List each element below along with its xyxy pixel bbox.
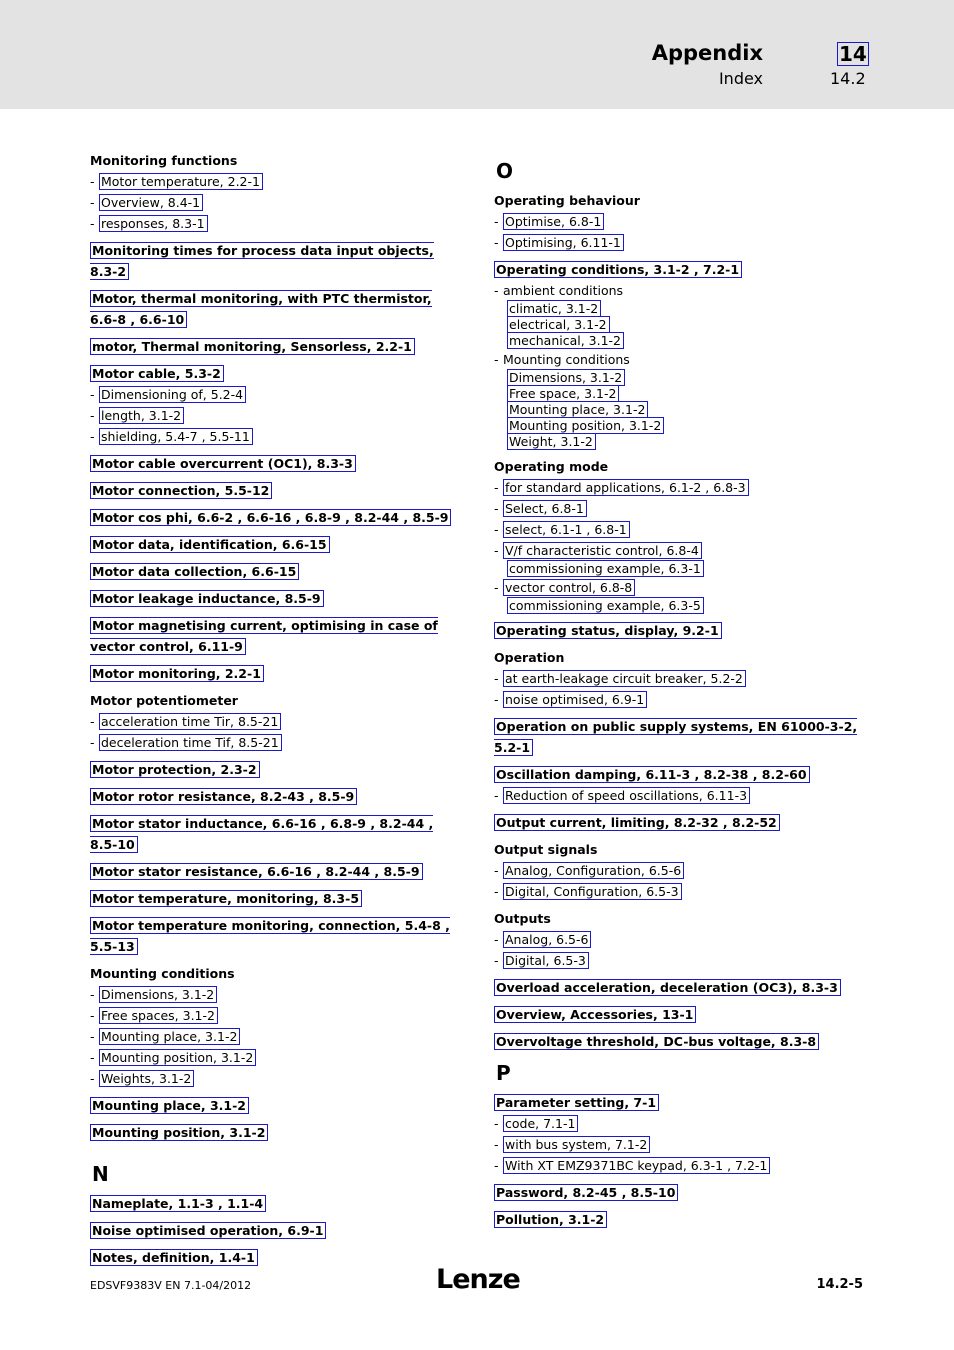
index-subentry xyxy=(494,881,866,902)
bullet-dash: - xyxy=(90,987,95,1002)
index-keyword-link[interactable]: Motor protection, 2.3-2 xyxy=(90,761,260,778)
index-keyword xyxy=(90,1247,462,1268)
index-entry xyxy=(494,456,866,614)
bullet-dash: - xyxy=(494,501,499,516)
index-subentry xyxy=(90,1068,462,1089)
index-subentry-link[interactable]: for standard applications, 6.1-2 , 6.8-3 xyxy=(503,479,749,496)
index-entry xyxy=(90,336,462,357)
bullet-dash: - xyxy=(90,714,95,729)
index-subgroup xyxy=(494,280,866,301)
index-keyword xyxy=(90,615,462,657)
bullet-dash: - xyxy=(90,1008,95,1023)
index-entry xyxy=(90,507,462,528)
index-keyword xyxy=(494,1092,866,1113)
index-keyword xyxy=(90,507,462,528)
index-subgroup xyxy=(494,349,866,370)
index-letter: O xyxy=(496,159,514,183)
index-keyword-link[interactable]: Motor rotor resistance, 8.2-43 , 8.5-9 xyxy=(90,788,357,805)
index-keyword xyxy=(494,764,866,785)
page-header xyxy=(0,0,954,109)
index-keyword: Operation xyxy=(494,650,565,665)
index-entry xyxy=(494,839,866,902)
index-subsubentry-link[interactable]: electrical, 3.1-2 xyxy=(507,316,610,333)
index-subentry xyxy=(494,860,866,881)
index-entry xyxy=(90,363,462,447)
index-subentry xyxy=(494,1134,866,1155)
index-column-right xyxy=(494,150,866,1236)
index-subsubentry-link[interactable]: climatic, 3.1-2 xyxy=(507,300,601,317)
index-subentry-link[interactable]: acceleration time Tir, 8.5-21 xyxy=(99,713,281,730)
index-keyword-link[interactable]: Motor temperature monitoring, connection, 5.4-8 , 5.5-13 xyxy=(90,918,450,954)
bullet-dash: - xyxy=(90,735,95,750)
index-subentry xyxy=(90,984,462,1005)
bullet-dash: - xyxy=(494,953,499,968)
index-entry xyxy=(494,1031,866,1052)
index-subsubentry-link[interactable]: Mounting place, 3.1-2 xyxy=(507,401,648,418)
index-keyword xyxy=(90,861,462,882)
index-subentry xyxy=(494,929,866,950)
index-entry xyxy=(90,534,462,555)
index-entry xyxy=(494,716,866,758)
bullet-dash: - xyxy=(494,932,499,947)
index-subentry-link[interactable]: code, 7.1-1 xyxy=(503,1115,578,1132)
bullet-dash: - xyxy=(494,1158,499,1173)
index-entry xyxy=(90,1193,462,1214)
index-entry xyxy=(494,1004,866,1025)
index-subentry xyxy=(494,1155,866,1176)
index-keyword xyxy=(90,240,462,282)
index-entry xyxy=(494,1209,866,1230)
bullet-dash: - xyxy=(494,214,499,229)
index-keyword xyxy=(90,813,462,855)
index-entry xyxy=(90,759,462,780)
index-subentry-link[interactable]: length, 3.1-2 xyxy=(99,407,184,424)
index-entry xyxy=(90,1095,462,1116)
index-subentry-link[interactable]: select, 6.1-1 , 6.8-1 xyxy=(503,521,630,538)
index-subentry xyxy=(494,689,866,710)
index-subentry xyxy=(90,426,462,447)
bullet-dash: - xyxy=(494,884,499,899)
index-subentry xyxy=(90,1026,462,1047)
index-subsubentry xyxy=(494,402,866,418)
bullet-dash: - xyxy=(90,408,95,423)
index-subentry-link[interactable]: Digital, 6.5-3 xyxy=(503,952,589,969)
index-entry xyxy=(90,588,462,609)
index-keyword xyxy=(90,1095,462,1116)
bullet-dash: - xyxy=(494,283,499,298)
index-subentry xyxy=(90,171,462,192)
bullet-dash: - xyxy=(494,543,499,558)
index-subsubentry xyxy=(494,434,866,450)
index-subentry xyxy=(494,498,866,519)
index-keyword-link[interactable]: Nameplate, 1.1-3 , 1.1-4 xyxy=(90,1195,266,1212)
index-subgroup-label[interactable]: V/f characteristic control, 6.8-4 xyxy=(503,542,702,559)
index-keyword xyxy=(90,453,462,474)
index-keyword xyxy=(90,915,462,957)
index-entry xyxy=(90,561,462,582)
index-keyword xyxy=(494,812,866,833)
index-subentry-link[interactable]: noise optimised, 6.9-1 xyxy=(503,691,647,708)
index-entry xyxy=(90,861,462,882)
index-subentry-link[interactable]: Free spaces, 3.1-2 xyxy=(99,1007,218,1024)
bullet-dash: - xyxy=(494,352,499,367)
index-keyword xyxy=(494,1209,866,1230)
bullet-dash: - xyxy=(90,1071,95,1086)
index-column-left xyxy=(90,150,462,1274)
bullet-dash: - xyxy=(90,1050,95,1065)
index-subentry-link[interactable]: Dimensions, 3.1-2 xyxy=(99,986,217,1003)
index-entry xyxy=(90,615,462,657)
index-keyword xyxy=(494,977,866,998)
index-entry xyxy=(494,908,866,971)
index-subentry xyxy=(90,732,462,753)
index-entry xyxy=(90,288,462,330)
index-subsubentry xyxy=(494,598,866,614)
index-subentry-link[interactable]: Optimising, 6.11-1 xyxy=(503,234,624,251)
bullet-dash: - xyxy=(494,1116,499,1131)
document-id: EDSVF9383V EN 7.1-04/2012 xyxy=(90,1279,252,1292)
index-subsubentry-link[interactable]: Dimensions, 3.1-2 xyxy=(507,369,625,386)
index-entry xyxy=(90,150,462,234)
index-entry xyxy=(90,480,462,501)
index-keyword-link[interactable]: Monitoring times for process data input objects, 8.3-2 xyxy=(90,243,434,279)
index-keyword-link[interactable]: motor, Thermal monitoring, Sensorless, 2.2-1 xyxy=(90,338,415,355)
index-keyword xyxy=(90,534,462,555)
index-subsubentry-link[interactable]: Weight, 3.1-2 xyxy=(507,433,596,450)
index-keyword xyxy=(90,288,462,330)
index-keyword: Outputs xyxy=(494,911,551,926)
index-keyword xyxy=(494,1031,866,1052)
index-subentry-link[interactable]: Analog, 6.5-6 xyxy=(503,931,591,948)
index-keyword xyxy=(494,1182,866,1203)
bullet-dash: - xyxy=(494,1137,499,1152)
index-subentry xyxy=(90,711,462,732)
index-entry xyxy=(90,813,462,855)
index-subentry xyxy=(494,477,866,498)
bullet-dash: - xyxy=(494,863,499,878)
index-keyword-link[interactable]: Parameter setting, 7-1 xyxy=(494,1094,659,1111)
bullet-dash: - xyxy=(494,692,499,707)
index-keyword xyxy=(494,259,866,280)
index-entry xyxy=(494,1092,866,1176)
index-keyword: Operating mode xyxy=(494,459,609,474)
index-keyword-link[interactable]: Motor, thermal monitoring, with PTC thermistor, 6.6-8 , 6.6-10 xyxy=(90,291,432,327)
index-keyword-link[interactable]: Motor connection, 5.5-12 xyxy=(90,482,272,499)
index-subentry-link[interactable]: Digital, Configuration, 6.5-3 xyxy=(503,883,682,900)
index-keyword-link[interactable]: Motor stator inductance, 6.6-16 , 6.8-9 , 8.2-44 , 8.5-10 xyxy=(90,816,434,852)
bullet-dash: - xyxy=(90,195,95,210)
index-subentry-link[interactable]: at earth-leakage circuit breaker, 5.2-2 xyxy=(503,670,746,687)
index-entry xyxy=(494,977,866,998)
bullet-dash: - xyxy=(494,580,499,595)
index-subsubentry-link[interactable]: Free space, 3.1-2 xyxy=(507,385,619,402)
index-keyword-link[interactable]: Noise optimised operation, 6.9-1 xyxy=(90,1222,326,1239)
index-keyword xyxy=(494,716,866,758)
index-subsubentry-link[interactable]: commissioning example, 6.3-1 xyxy=(507,560,704,577)
index-entry xyxy=(494,620,866,641)
index-keyword-link[interactable]: Overvoltage threshold, DC-bus voltage, 8.3-8 xyxy=(494,1033,819,1050)
index-keyword-link[interactable]: Operating conditions, 3.1-2 , 7.2-1 xyxy=(494,261,742,278)
index-keyword-link[interactable]: Operating status, display, 9.2-1 xyxy=(494,622,722,639)
index-keyword xyxy=(90,588,462,609)
index-subsubentry-link[interactable]: mechanical, 3.1-2 xyxy=(507,332,624,349)
index-keyword xyxy=(90,663,462,684)
index-letter: P xyxy=(496,1061,511,1085)
index-entry xyxy=(90,1247,462,1268)
index-keyword-link[interactable]: Operation on public supply systems, EN 61000-3-2, 5.2-1 xyxy=(494,719,858,755)
index-entry xyxy=(494,1182,866,1203)
index-keyword-link[interactable]: Oscillation damping, 6.11-3 , 8.2-38 , 8.2-60 xyxy=(494,766,810,783)
index-entry xyxy=(494,259,866,450)
index-subentry xyxy=(494,519,866,540)
index-keyword xyxy=(90,1193,462,1214)
bullet-dash: - xyxy=(494,522,499,537)
index-keyword-link[interactable]: Output current, limiting, 8.2-32 , 8.2-52 xyxy=(494,814,780,831)
index-keyword-link[interactable]: Motor monitoring, 2.2-1 xyxy=(90,665,264,682)
index-keyword-link[interactable]: Mounting position, 3.1-2 xyxy=(90,1124,268,1141)
header-title: Appendix xyxy=(651,41,763,65)
index-keyword: Operating behaviour xyxy=(494,193,640,208)
index-subsubentry xyxy=(494,333,866,349)
index-keyword-link[interactable]: Motor leakage inductance, 8.5-9 xyxy=(90,590,324,607)
index-subentry-link[interactable]: Dimensioning of, 5.2-4 xyxy=(99,386,246,403)
index-entry xyxy=(494,190,866,253)
index-entry xyxy=(90,690,462,753)
index-keyword xyxy=(90,363,462,384)
index-entry xyxy=(90,1220,462,1241)
index-subentry xyxy=(494,785,866,806)
index-entry xyxy=(90,663,462,684)
index-subentry xyxy=(90,384,462,405)
index-keyword: Monitoring functions xyxy=(90,153,238,168)
index-entry xyxy=(90,888,462,909)
index-keyword xyxy=(90,336,462,357)
index-entry xyxy=(90,786,462,807)
index-keyword: Output signals xyxy=(494,842,598,857)
index-subsubentry xyxy=(494,418,866,434)
index-subentry-link[interactable]: Overview, 8.4-1 xyxy=(99,194,203,211)
index-subentry xyxy=(90,1047,462,1068)
index-subentry xyxy=(90,405,462,426)
index-entry xyxy=(494,812,866,833)
index-subgroup-label: ambient conditions xyxy=(503,283,624,298)
index-subgroup xyxy=(494,577,866,598)
index-keyword-link[interactable]: Overview, Accessories, 13-1 xyxy=(494,1006,696,1023)
bullet-dash: - xyxy=(90,174,95,189)
index-keyword-link[interactable]: Overload acceleration, deceleration (OC3), 8.3-3 xyxy=(494,979,841,996)
index-keyword xyxy=(90,480,462,501)
index-keyword xyxy=(90,561,462,582)
index-subentry xyxy=(90,192,462,213)
index-subentry-link[interactable]: Select, 6.8-1 xyxy=(503,500,587,517)
index-subsubentry xyxy=(494,301,866,317)
index-keyword xyxy=(494,1004,866,1025)
index-keyword-link[interactable]: Motor stator resistance, 6.6-16 , 8.2-44 , 8.5-9 xyxy=(90,863,423,880)
bullet-dash: - xyxy=(494,788,499,803)
chapter-number[interactable]: 14 xyxy=(839,42,867,66)
index-subentry-link[interactable]: Motor temperature, 2.2-1 xyxy=(99,173,263,190)
index-subentry-link[interactable]: Analog, Configuration, 6.5-6 xyxy=(503,862,684,879)
index-keyword xyxy=(90,759,462,780)
index-keyword-link[interactable]: Notes, definition, 1.4-1 xyxy=(90,1249,258,1266)
index-subgroup xyxy=(494,540,866,561)
bullet-dash: - xyxy=(90,1029,95,1044)
index-keyword-link[interactable]: Pollution, 3.1-2 xyxy=(494,1211,607,1228)
index-subentry-link[interactable]: Reduction of speed oscillations, 6.11-3 xyxy=(503,787,750,804)
index-subsubentry xyxy=(494,317,866,333)
index-keyword: Motor potentiometer xyxy=(90,693,238,708)
lenze-logo: Lenze xyxy=(436,1264,520,1295)
header-subtitle: Index xyxy=(718,69,763,88)
index-keyword xyxy=(90,786,462,807)
bullet-dash: - xyxy=(494,671,499,686)
bullet-dash: - xyxy=(90,429,95,444)
index-subentry-link[interactable]: responses, 8.3-1 xyxy=(99,215,208,232)
index-subsubentry xyxy=(494,561,866,577)
index-subentry-link[interactable]: deceleration time Tif, 8.5-21 xyxy=(99,734,282,751)
index-entry xyxy=(90,915,462,957)
index-subentry xyxy=(494,950,866,971)
bullet-dash: - xyxy=(90,216,95,231)
index-subentry xyxy=(90,213,462,234)
index-keyword-link[interactable]: Motor cos phi, 6.6-2 , 6.6-16 , 6.8-9 , 8.2-44 , 8.5-9 xyxy=(90,509,451,526)
bullet-dash: - xyxy=(494,480,499,495)
index-subentry-link[interactable]: Weights, 3.1-2 xyxy=(99,1070,194,1087)
page-number: 14.2-5 xyxy=(816,1277,863,1292)
index-keyword: Mounting conditions xyxy=(90,966,235,981)
index-keyword-link[interactable]: Motor data collection, 6.6-15 xyxy=(90,563,299,580)
index-subentry-link[interactable]: With XT EMZ9371BC keypad, 6.3-1 , 7.2-1 xyxy=(503,1157,770,1174)
index-keyword-link[interactable]: Mounting place, 3.1-2 xyxy=(90,1097,249,1114)
index-subentry xyxy=(494,211,866,232)
index-keyword-link[interactable]: Password, 8.2-45 , 8.5-10 xyxy=(494,1184,678,1201)
index-keyword-link[interactable]: Motor magnetising current, optimising in case of vector control, 6.11-9 xyxy=(90,618,438,654)
index-subentry-link[interactable]: Mounting place, 3.1-2 xyxy=(99,1028,240,1045)
index-entry xyxy=(90,453,462,474)
index-subentry-link[interactable]: Optimise, 6.8-1 xyxy=(503,213,604,230)
index-keyword xyxy=(90,1122,462,1143)
index-subsubentry-link[interactable]: commissioning example, 6.3-5 xyxy=(507,597,704,614)
index-entry xyxy=(90,963,462,1089)
index-subsubentry xyxy=(494,370,866,386)
index-entry xyxy=(494,764,866,806)
index-entry xyxy=(90,1122,462,1143)
index-keyword-link[interactable]: Motor cable overcurrent (OC1), 8.3-3 xyxy=(90,455,356,472)
index-entry xyxy=(494,647,866,710)
index-subgroup-label[interactable]: vector control, 6.8-8 xyxy=(503,579,635,596)
index-subentry-link[interactable]: with bus system, 7.1-2 xyxy=(503,1136,650,1153)
index-keyword xyxy=(90,1220,462,1241)
bullet-dash: - xyxy=(90,387,95,402)
index-subsubentry xyxy=(494,386,866,402)
index-keyword xyxy=(494,620,866,641)
index-keyword-link[interactable]: Motor data, identification, 6.6-15 xyxy=(90,536,330,553)
index-subgroup-label: Mounting conditions xyxy=(503,352,630,367)
index-subentry-link[interactable]: shielding, 5.4-7 , 5.5-11 xyxy=(99,428,253,445)
section-number: 14.2 xyxy=(830,69,866,88)
index-subentry-link[interactable]: Mounting position, 3.1-2 xyxy=(99,1049,256,1066)
index-subentry xyxy=(494,668,866,689)
index-keyword-link[interactable]: Motor cable, 5.3-2 xyxy=(90,365,224,382)
index-entry xyxy=(90,240,462,282)
index-subsubentry-link[interactable]: Mounting position, 3.1-2 xyxy=(507,417,664,434)
index-letter: N xyxy=(92,1162,109,1186)
index-subentry xyxy=(494,1113,866,1134)
index-subentry xyxy=(90,1005,462,1026)
index-keyword xyxy=(90,888,462,909)
index-subentry xyxy=(494,232,866,253)
bullet-dash: - xyxy=(494,235,499,250)
index-keyword-link[interactable]: Motor temperature, monitoring, 8.3-5 xyxy=(90,890,362,907)
